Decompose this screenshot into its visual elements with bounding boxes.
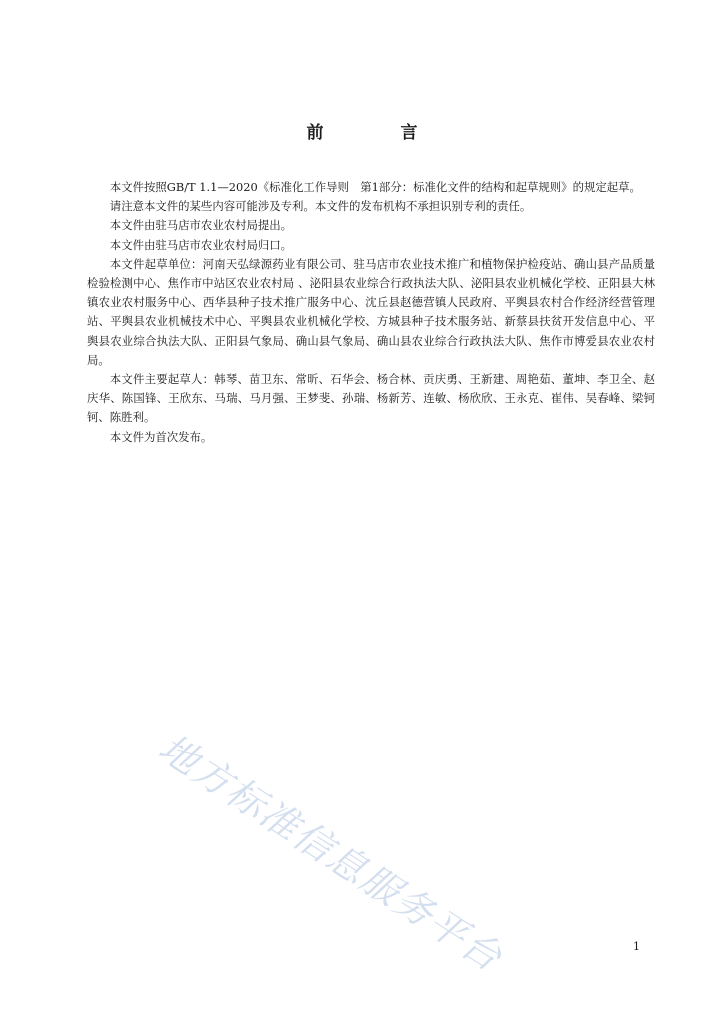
paragraph-drafting-units: 本文件起草单位：河南天弘绿源药业有限公司、驻马店市农业技术推广和植物保护检疫站、确山县产品质量检验检测中心、焦作市中站区农业农村局 、泌阳县农业综合行政执法大队、泌阳县农业机械化学校、正阳县大林镇农业农村服务中心、西华县种子技术推广服务中心、沈丘县赵德营镇人民政府、平舆县农村合作经济经营管理站、平舆县农业机械技术中心、平舆县农业机械化学校、方城县种子技术服务站、新蔡县扶贫开发信息中心、平舆县农业综合执法大队、正阳县气象局、确山县气象局、确山县农业综合行政执法大队、焦作市博爱县农业农村局。 [87,256,655,367]
paragraph-patent-notice: 请注意本文件的某些内容可能涉及专利。本文件的发布机构不承担识别专利的责任。 [109,199,532,214]
paragraph-proposer: 本文件由驻马店市农业农村局提出。 [109,218,293,233]
preface-body [87,178,655,447]
paragraph-administrator: 本文件由驻马店市农业农村局归口。 [109,237,293,252]
paragraph-drafting-rules: 本文件按照GB/T 1.1—2020《标准化工作导则 第1部分：标准化文件的结构和起草规则》的规定起草。 [109,180,641,194]
paragraph-first-release: 本文件为首次发布。 [109,429,213,444]
paragraph-drafters: 本文件主要起草人：韩琴、苗卫东、常昕、石华会、杨合林、贡庆勇、王新建、周艳茹、董坤、李卫全、赵庆华、陈国锋、王欣东、马瑞、马月强、王梦斐、孙瑞、杨新芳、连敏、杨欣欣、王永克、崔伟、吴春峰、梁钶钶、陈胜利。 [87,372,655,425]
page-number: 1 [633,940,640,953]
watermark: 地方标准信息服务平台 [151,725,511,981]
page-title: 前 言 [306,123,448,143]
